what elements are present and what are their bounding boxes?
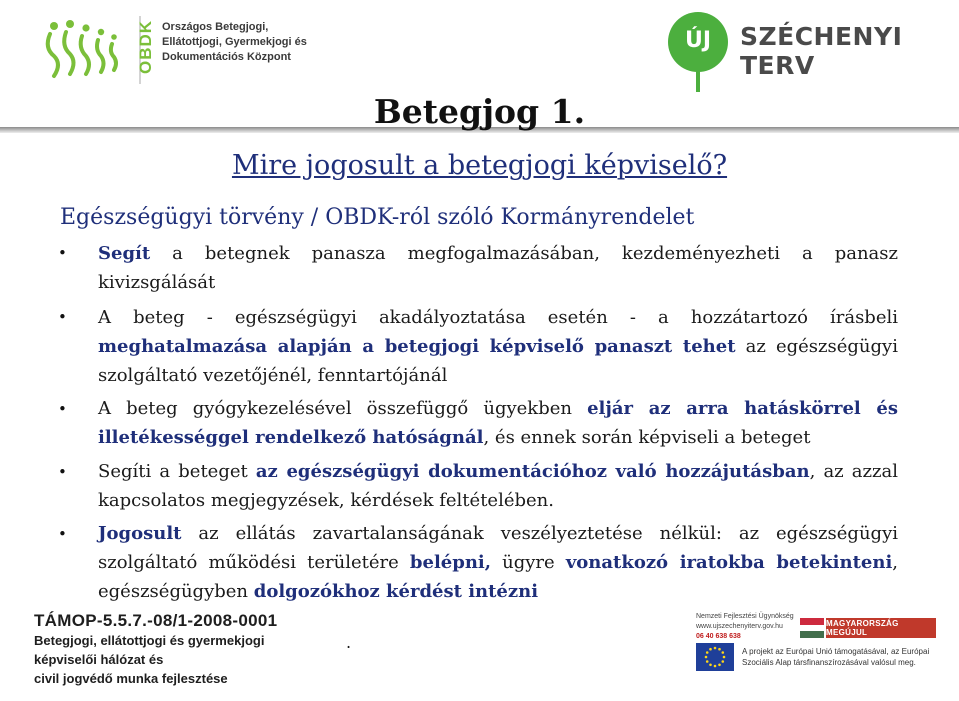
obdk-name-line: Ellátottjogi, Gyermekjogi és bbox=[162, 36, 307, 48]
eu-star-icon bbox=[706, 660, 709, 663]
obdk-name bbox=[162, 20, 307, 65]
bullet-emphasis: eljár az arra hatáskörrel és illetékességgel rendelkező hatóságnál bbox=[98, 398, 898, 448]
bullet-dot-icon: • bbox=[58, 400, 67, 418]
bullet-run: , az azzal kapcsolatos megjegyzések, kérdések feltételében. bbox=[98, 461, 898, 511]
bullet-run: az ellátás zavartalanságának veszélyeztetése nélkül: az egészségügyi szolgáltató működési területére bbox=[98, 523, 898, 573]
agency-web: www.ujszechenyiterv.gov.hu bbox=[696, 623, 783, 630]
bullet-text bbox=[98, 519, 898, 606]
eu-star-icon bbox=[714, 665, 717, 668]
bullet-run: az egészségügyi szolgáltató vezetőjénél, fenntartójánál bbox=[98, 336, 898, 386]
bullet-run: A beteg - egészségügyi akadályoztatása esetén - a hozzátartozó írásbeli bbox=[98, 307, 898, 328]
eu-star-icon bbox=[709, 663, 712, 666]
obdk-name-line: Országos Betegjogi, bbox=[162, 21, 269, 33]
bullet-emphasis: Segít bbox=[98, 243, 151, 264]
eu-star-icon bbox=[718, 663, 721, 666]
bullet-text bbox=[98, 239, 898, 297]
bullet-emphasis: meghatalmazása alapján a betegjogi képviselő panaszt tehet bbox=[98, 336, 736, 357]
slide-title: Betegjog 1. bbox=[373, 92, 586, 131]
stray-dot: . bbox=[346, 633, 352, 652]
project-line: képviselői hálózat és bbox=[34, 652, 164, 667]
bullet-run: , egészségügyben bbox=[98, 552, 899, 602]
bullet-emphasis: belépni, bbox=[409, 552, 492, 573]
eu-star-icon bbox=[723, 656, 726, 659]
obdk-abbr-text: OBDK bbox=[136, 19, 155, 74]
hungary-renews-badge: MAGYARORSZÁG MEGÚJUL bbox=[826, 618, 936, 638]
law-reference: Egészségügyi törvény / OBDK-ról szóló Kormányrendelet bbox=[60, 205, 695, 230]
szechenyi-wordmark: SZÉCHENYI TERV bbox=[740, 22, 903, 80]
obdk-abbreviation bbox=[136, 16, 156, 76]
bullet-dot-icon: • bbox=[58, 308, 67, 326]
bullet-run: a betegnek panasza megfogalmazásában, kezdeményezheti a panasz kivizsgálását bbox=[98, 243, 898, 293]
eu-star-icon bbox=[718, 648, 721, 651]
bullet-emphasis: Jogosult bbox=[98, 523, 182, 544]
obdk-name-line: Dokumentációs Központ bbox=[162, 51, 291, 63]
eu-star-icon bbox=[721, 660, 724, 663]
eu-star-icon bbox=[706, 651, 709, 654]
project-code: TÁMOP-5.5.7.-08/1-2008-0001 bbox=[34, 611, 278, 630]
agency-info bbox=[696, 612, 794, 642]
eu-star-icon bbox=[714, 647, 717, 650]
bullet-text bbox=[98, 394, 898, 452]
szechenyi-uj: ÚJ bbox=[684, 28, 712, 53]
bullet-run: ügyre bbox=[491, 552, 566, 573]
eu-star-icon bbox=[709, 648, 712, 651]
bullet-run: Segíti a beteget bbox=[98, 461, 256, 482]
bullet-text bbox=[98, 303, 898, 390]
bullet-text bbox=[98, 457, 898, 515]
bullet-emphasis: az egészségügyi dokumentációhoz való hozzájutásban bbox=[255, 461, 810, 482]
project-line: civil jogvédő munka fejlesztése bbox=[34, 671, 228, 686]
hungarian-flag-icon bbox=[800, 618, 824, 638]
bullet-emphasis: dolgozókhoz kérdést intézni bbox=[253, 581, 539, 602]
bullet-run: A beteg gyógykezelésével összefüggő ügyekben bbox=[98, 398, 588, 419]
eu-flag-icon bbox=[696, 643, 734, 671]
slide-subtitle: Mire jogosult a betegjogi képviselő? bbox=[231, 150, 728, 181]
bullet-run: , és ennek során képviseli a beteget bbox=[483, 427, 811, 448]
bullet-dot-icon: • bbox=[58, 244, 67, 262]
bullet-emphasis: vonatkozó iratokba betekinteni bbox=[565, 552, 893, 573]
bullet-dot-icon: • bbox=[58, 463, 67, 481]
project-footer bbox=[34, 611, 277, 688]
eu-star-icon bbox=[705, 656, 708, 659]
project-line: Betegjogi, ellátottjogi és gyermekjogi bbox=[34, 633, 265, 648]
bullet-dot-icon: • bbox=[58, 525, 67, 543]
obdk-figures-icon bbox=[48, 32, 116, 76]
eu-star-icon bbox=[721, 651, 724, 654]
eu-support-text: A projekt az Európai Unió támogatásával, az Európai Szociális Alap társfinanszírozásával valósul meg. bbox=[742, 647, 930, 667]
agency-phone: 06 40 638 638 bbox=[696, 633, 741, 640]
agency-name: Nemzeti Fejlesztési Ügynökség bbox=[696, 613, 794, 620]
